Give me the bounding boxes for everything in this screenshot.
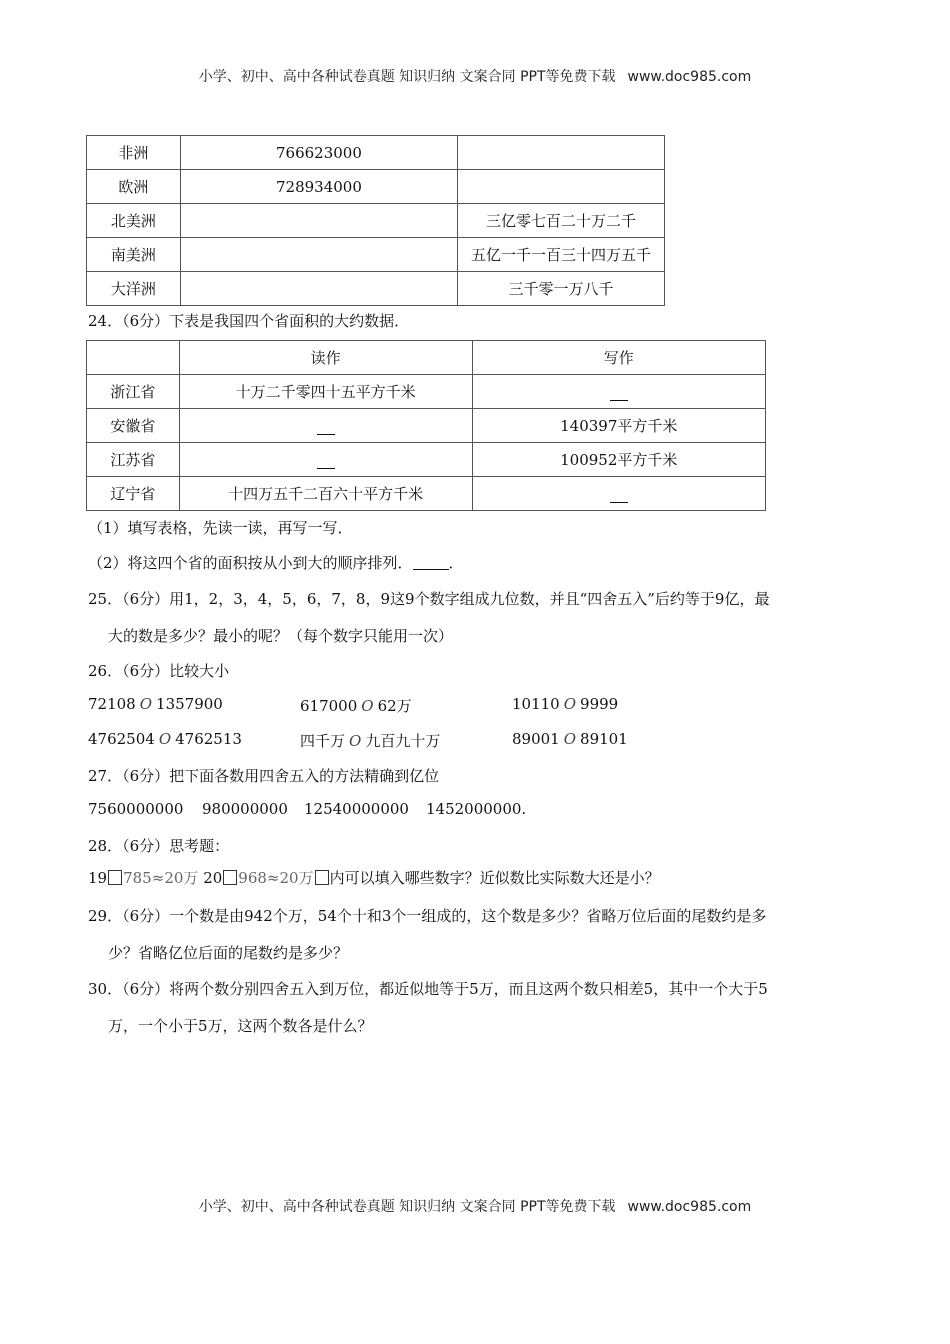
province-name: 浙江省 <box>87 375 180 409</box>
q28-a1: 19 <box>88 869 108 887</box>
table-row <box>87 204 665 238</box>
compare-right: 9999 <box>580 695 619 713</box>
q30-line2: 万，一个小于5万，这两个数各是什么？ <box>108 1017 373 1035</box>
header-text: 小学、初中、高中各种试卷真题 知识归纳 文案合同 PPT等免费下载 <box>198 69 616 85</box>
answer-blank[interactable] <box>472 477 765 511</box>
compare-circle[interactable]: O <box>139 695 153 713</box>
q25-line1: 25．（6分）用1，2，3，4，5，6，7，8，9这9个数字组成九位数，并且“四舍五入”后约等于9亿，最 <box>88 590 770 608</box>
q24-title: 24．（6分）下表是我国四个省面积的大约数据． <box>88 312 410 330</box>
province-area-table <box>86 340 766 511</box>
compare-item <box>512 730 628 748</box>
compare-right: 4762513 <box>175 730 242 748</box>
q28-a2: 785 <box>123 869 152 887</box>
answer-blank[interactable] <box>179 443 472 477</box>
continent-number <box>180 272 457 306</box>
q24-sub2-text: （2）将这四个省的面积按从小到大的顺序排列． <box>88 554 413 572</box>
compare-item <box>300 730 440 751</box>
q24-sub2 <box>88 552 464 573</box>
compare-circle[interactable]: O <box>563 695 577 713</box>
q24-sub1: （1）填写表格，先读一读，再写一写． <box>88 519 353 537</box>
q26-title: 26．（6分）比较大小 <box>88 662 230 680</box>
answer-blank[interactable] <box>179 409 472 443</box>
compare-circle[interactable]: O <box>349 732 362 750</box>
fill-box[interactable] <box>108 870 122 885</box>
column-header <box>87 341 180 375</box>
continent-reading: 三千零一万八千 <box>458 272 665 306</box>
q27-number: 7560000000 <box>88 800 184 818</box>
province-read: 十四万五千二百六十平方千米 <box>179 477 472 511</box>
q29-line1: 29．（6分）一个数是由942个万，54个十和3个一组成的，这个数是多少？省略万位后面的尾数约是多 <box>88 907 767 925</box>
compare-right: 1357900 <box>156 695 223 713</box>
compare-left: 四千万 <box>300 732 346 750</box>
compare-left: 89001 <box>512 730 560 748</box>
q28-expression <box>88 867 660 888</box>
q28-tail: 内可以填入哪些数字？近似数比实际数大还是小？ <box>329 869 660 887</box>
footer-url[interactable]: www.doc985.com <box>627 1199 752 1215</box>
table-row <box>87 409 766 443</box>
table-row <box>87 443 766 477</box>
compare-left: 72108 <box>88 695 136 713</box>
table-row <box>87 272 665 306</box>
blank-line <box>317 454 335 469</box>
compare-item <box>300 695 412 716</box>
table-row <box>87 136 665 170</box>
province-name: 江苏省 <box>87 443 180 477</box>
continent-name: 大洋洲 <box>87 272 181 306</box>
blank-line <box>317 420 335 435</box>
continent-reading: 三亿零七百二十万二千 <box>458 204 665 238</box>
compare-circle[interactable]: O <box>361 697 374 715</box>
fill-box[interactable] <box>223 870 237 885</box>
compare-right: 九百九十万 <box>365 732 441 750</box>
q28-b1: 20 <box>203 869 223 887</box>
continent-name: 欧洲 <box>87 170 181 204</box>
q27-title: 27．（6分）把下面各数用四舍五入的方法精确到亿位 <box>88 767 440 785</box>
continent-reading: 五亿一千一百三十四万五千 <box>458 238 665 272</box>
answer-blank[interactable] <box>413 557 449 570</box>
continent-number <box>180 204 457 238</box>
q27-number: 12540000000 <box>304 800 409 818</box>
q30-line1: 30．（6分）将两个数分别四舍五入到万位，都近似地等于5万，而且这两个数只相差5，其中一个大于5 <box>88 980 768 998</box>
continent-name: 南美洲 <box>87 238 181 272</box>
province-write: 100952平方千米 <box>472 443 765 477</box>
province-name: 安徽省 <box>87 409 180 443</box>
table-row <box>87 375 766 409</box>
table-header-row <box>87 341 766 375</box>
compare-left: 4762504 <box>88 730 155 748</box>
table-row <box>87 170 665 204</box>
blank-line <box>610 386 628 401</box>
continent-number: 728934000 <box>180 170 457 204</box>
q28-a3: 20万 <box>164 869 199 887</box>
q27-number: 1452000000. <box>426 800 527 818</box>
page-header <box>0 66 950 86</box>
continent-reading <box>458 136 665 170</box>
table-row <box>87 477 766 511</box>
footer-text: 小学、初中、高中各种试卷真题 知识归纳 文案合同 PPT等免费下载 <box>198 1199 616 1215</box>
continent-number <box>180 238 457 272</box>
q29-line2: 少？省略亿位后面的尾数约是多少？ <box>108 944 349 962</box>
blank-line <box>610 488 628 503</box>
q28-title: 28．（6分）思考题： <box>88 837 230 855</box>
continent-reading <box>458 170 665 204</box>
compare-right: 89101 <box>580 730 628 748</box>
continent-number: 766623000 <box>180 136 457 170</box>
table-row <box>87 238 665 272</box>
compare-circle[interactable]: O <box>563 730 577 748</box>
q27-number: 980000000 <box>202 800 288 818</box>
q25-line2: 大的数是多少？最小的呢？（每个数字只能用一次） <box>108 627 454 645</box>
compare-item <box>88 695 223 713</box>
q28-b2: 968 <box>238 869 267 887</box>
compare-circle[interactable]: O <box>158 730 172 748</box>
province-write: 140397平方千米 <box>472 409 765 443</box>
continent-name: 北美洲 <box>87 204 181 238</box>
column-header-read: 读作 <box>179 341 472 375</box>
compare-left: 10110 <box>512 695 560 713</box>
continent-name: 非洲 <box>87 136 181 170</box>
province-name: 辽宁省 <box>87 477 180 511</box>
compare-right: 62万 <box>377 697 412 715</box>
q28-b3: 20万 <box>279 869 314 887</box>
page-footer <box>0 1196 950 1216</box>
q24-sub2-end: ． <box>448 554 464 572</box>
compare-left: 617000 <box>300 697 358 715</box>
continent-table <box>86 135 665 306</box>
fill-box[interactable] <box>315 870 329 885</box>
approx-symbol: ≈ <box>151 869 165 887</box>
answer-blank[interactable] <box>472 375 765 409</box>
compare-item <box>512 695 618 713</box>
column-header-write: 写作 <box>472 341 765 375</box>
header-url[interactable]: www.doc985.com <box>627 69 752 85</box>
approx-symbol: ≈ <box>266 869 280 887</box>
province-read: 十万二千零四十五平方千米 <box>179 375 472 409</box>
compare-item <box>88 730 242 748</box>
